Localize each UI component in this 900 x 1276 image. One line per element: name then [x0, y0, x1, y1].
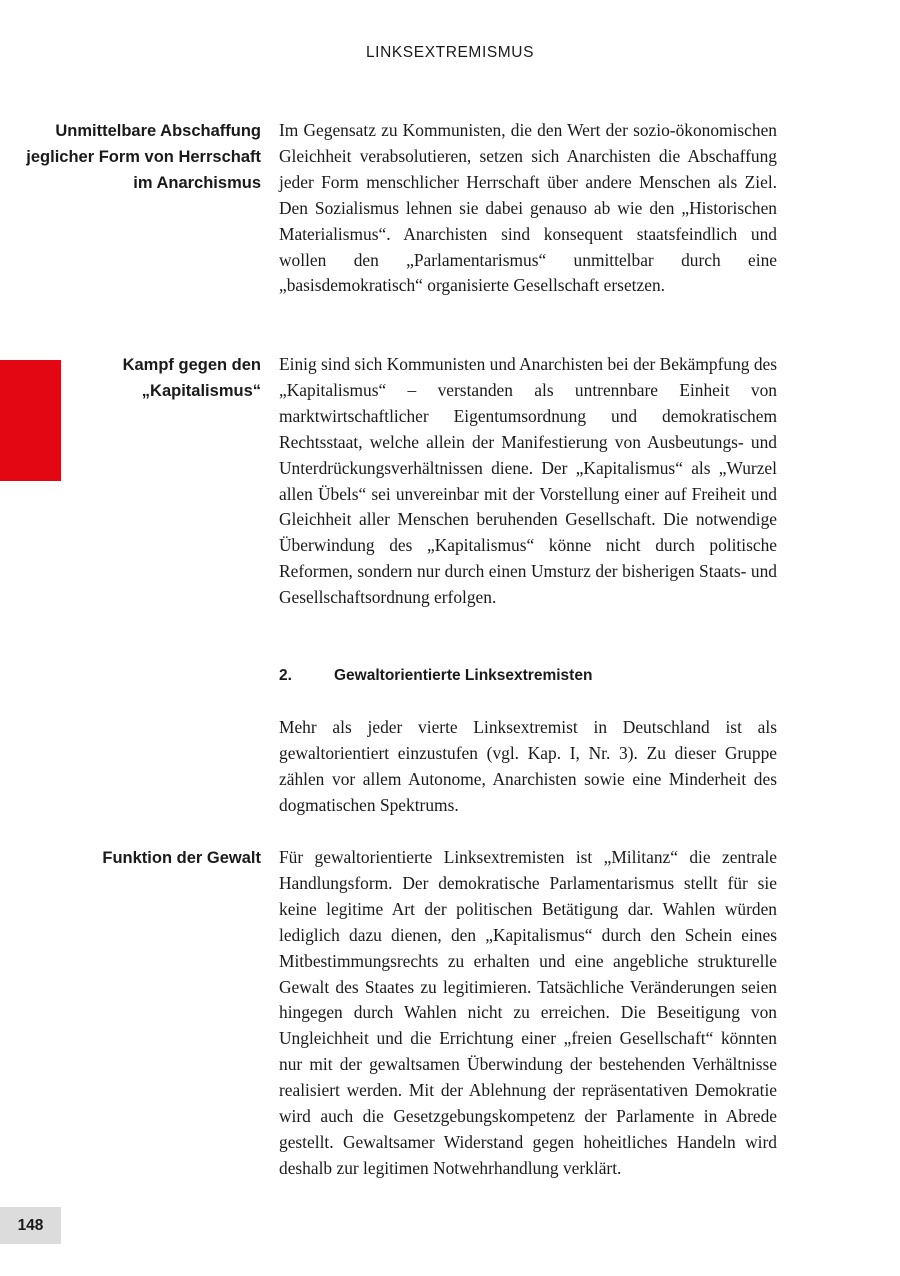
section-number: 2.	[279, 667, 292, 684]
section-heading	[279, 664, 777, 688]
running-header: LINKSEXTREMISMUS	[365, 44, 535, 61]
paragraph-anarchism: Im Gegensatz zu Kommunisten, die den Wert der sozio-ökonomischen Gleichheit verabsolutieren, setzen sich Anarchisten die Abschaffung jeder Form menschlicher Herrschaft über andere Menschen als Ziel. Den Sozialismus lehnen sie dabei genauso ab wie den „Historischen Materialismus“. Anarchisten sind konsequent staatsfeindlich und wollen den „Parlamentarismus“ unmittelbar durch eine „basisdemokratisch“ organisierte Gesellschaft ersetzen.	[279, 120, 777, 296]
margin-note-capitalism: Kampf gegen den „Kapitalismus“	[122, 356, 261, 400]
section-title: Gewaltorientierte Linksextremisten	[334, 667, 593, 684]
page-number: 148	[0, 1207, 61, 1244]
paragraph-intro: Mehr als jeder vierte Linksextremist in Deutschland ist als gewaltorientiert einzustufen (vgl. Kap. I, Nr. 3). Zu dieser Gruppe zählen vor allem Autonome, Anarchisten sowie eine Minderheit des dogmatischen Spektrums.	[279, 717, 777, 815]
margin-note-violence-function: Funktion der Gewalt	[102, 849, 261, 867]
paragraph-capitalism: Einig sind sich Kommunisten und Anarchisten bei der Bekämpfung des „Kapitalismus“ – verstanden als untrennbare Einheit von marktwirtschaftlicher Eigentumsordnung und demokratischem Rechtsstaat, welche allein der Manifestierung von Ausbeutungs- und Unterdrückungsverhältnissen diene. Der „Kapitalismus“ als „Wurzel allen Übels“ sei unvereinbar mit der Vorstellung einer auf Freiheit und Gleichheit aller Menschen beruhenden Gesellschaft. Die notwendige Überwindung des „Kapitalismus“ könne nicht durch politische Reformen, sondern nur durch einen Umsturz der bisherigen Staats- und Gesellschaftsordnung erfolgen.	[279, 354, 777, 608]
paragraph-violence-function: Für gewaltorientierte Linksextremisten ist „Militanz“ die zentrale Handlungsform. Der demokratische Parlamentarismus stellt für sie keine legitime Art der politischen Betätigung dar. Wahlen würden lediglich dazu dienen, den „Kapitalismus“ durch den Schein eines Mitbestimmungsrechts zu erhalten und eine angebliche strukturelle Gewalt des Staates zu legitimieren. Tatsächliche Veränderungen seien hingegen durch Wahlen nicht zu erreichen. Die Beseitigung von Ungleichheit und die Errichtung einer „freien Gesellschaft“ könnten nur mit der gewaltsamen Überwindung der bestehenden Verhältnisse realisiert werden. Mit der Ablehnung der repräsentativen Demokratie wird auch die Gesetzgebungskompetenz der Parlamente in Abrede gestellt. Gewaltsamer Widerstand gegen hoheitliches Handeln wird deshalb zur legitimen Notwehrhandlung verklärt.	[279, 847, 777, 1178]
margin-note-anarchism: Unmittelbare Abschaffung jeglicher Form von Herrschaft im Anarchismus	[26, 122, 261, 192]
